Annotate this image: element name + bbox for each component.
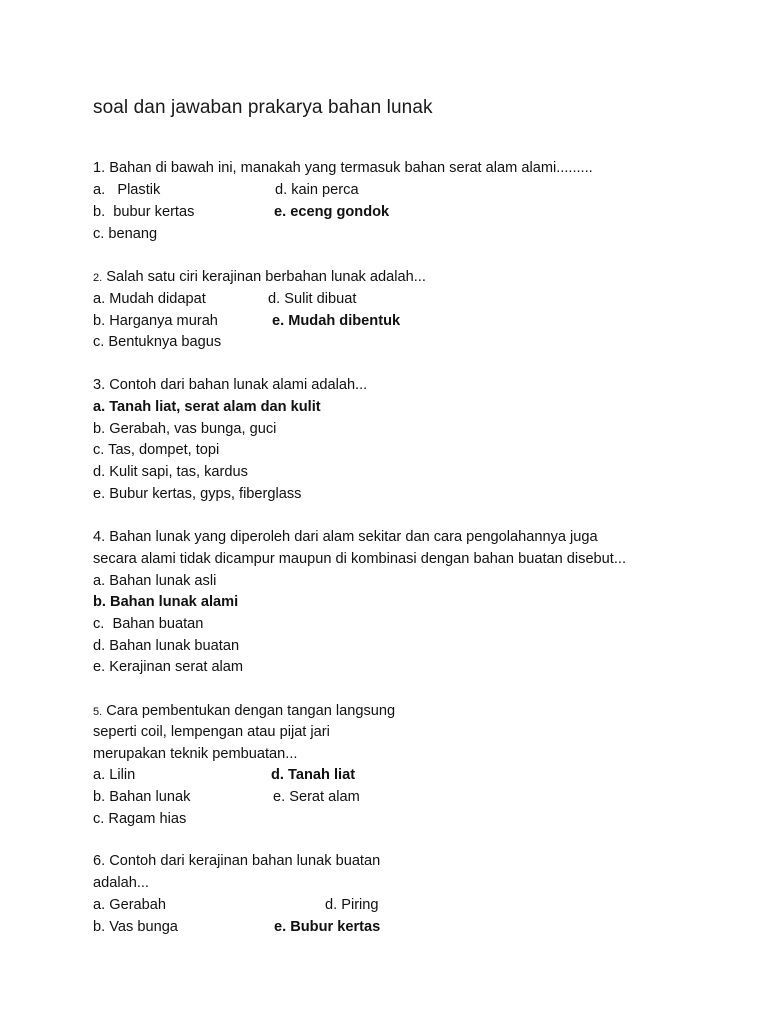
q5-option-c: c. Ragam hias <box>93 811 187 827</box>
question-1 <box>93 159 593 177</box>
q4-option-a: a. Bahan lunak asli <box>93 573 217 589</box>
q1-option-b: b. bubur kertas <box>93 204 195 220</box>
q6-option-e-answer: e. Bubur kertas <box>274 919 381 935</box>
q1-option-c: c. benang <box>93 226 158 242</box>
q3-option-e: e. Bubur kertas, gyps, fiberglass <box>93 486 302 502</box>
q2-option-c: c. Bentuknya bagus <box>93 334 222 350</box>
q4-option-b-answer: b. Bahan lunak alami <box>93 594 239 610</box>
q3-option-a-answer: a. Tanah liat, serat alam dan kulit <box>93 399 321 415</box>
question-4-line-2: secara alami tidak dicampur maupun di kombinasi dengan bahan buatan disebut... <box>93 551 627 567</box>
q2-option-a: a. Mudah didapat <box>93 291 206 307</box>
q6-option-d: d. Piring <box>325 897 379 913</box>
question-1-text: Bahan di bawah ini, manakah yang termasuk bahan serat alam alami......... <box>109 160 593 176</box>
q6-option-a: a. Gerabah <box>93 897 167 913</box>
q1-option-e-answer: e. eceng gondok <box>274 204 390 220</box>
q4-option-d: d. Bahan lunak buatan <box>93 638 240 654</box>
question-5-line-3: merupakan teknik pembuatan... <box>93 746 298 762</box>
q4-option-e: e. Kerajinan serat alam <box>93 659 244 675</box>
q6-option-b: b. Vas bunga <box>93 919 178 935</box>
question-2-number: 2. <box>93 272 103 284</box>
q2-option-d: d. Sulit dibuat <box>268 291 357 307</box>
question-6-line-1: 6. Contoh dari kerajinan bahan lunak buatan <box>93 853 381 869</box>
question-5-number: 5. <box>93 706 103 718</box>
q5-option-e: e. Serat alam <box>273 789 360 805</box>
question-6-line-2: adalah... <box>93 875 149 891</box>
q2-option-e-answer: e. Mudah dibentuk <box>272 313 401 329</box>
q5-option-d-answer: d. Tanah liat <box>271 767 356 783</box>
q3-option-d: d. Kulit sapi, tas, kardus <box>93 464 248 480</box>
question-4-line-1: 4. Bahan lunak yang diperoleh dari alam sekitar dan cara pengolahannya juga <box>93 529 598 545</box>
question-5-line-1 <box>93 702 395 721</box>
q4-option-c: c. Bahan buatan <box>93 616 204 632</box>
question-5-line-2: seperti coil, lempengan atau pijat jari <box>93 724 330 740</box>
q5-option-b: b. Bahan lunak <box>93 789 191 805</box>
q1-option-a: a. Plastik <box>93 182 161 198</box>
question-2-text: Salah satu ciri kerajinan berbahan lunak adalah... <box>106 269 426 285</box>
q3-option-c: c. Tas, dompet, topi <box>93 442 220 458</box>
q5-option-a: a. Lilin <box>93 767 136 783</box>
q2-option-b: b. Harganya murah <box>93 313 218 329</box>
question-5-text: Cara pembentukan dengan tangan langsung <box>106 703 396 719</box>
q1-option-d: d. kain perca <box>275 182 359 198</box>
page-title: soal dan jawaban prakarya bahan lunak <box>93 97 433 118</box>
question-1-number: 1. <box>93 160 106 176</box>
question-3: 3. Contoh dari bahan lunak alami adalah... <box>93 377 368 393</box>
q3-option-b: b. Gerabah, vas bunga, guci <box>93 421 277 437</box>
question-2 <box>93 268 426 287</box>
